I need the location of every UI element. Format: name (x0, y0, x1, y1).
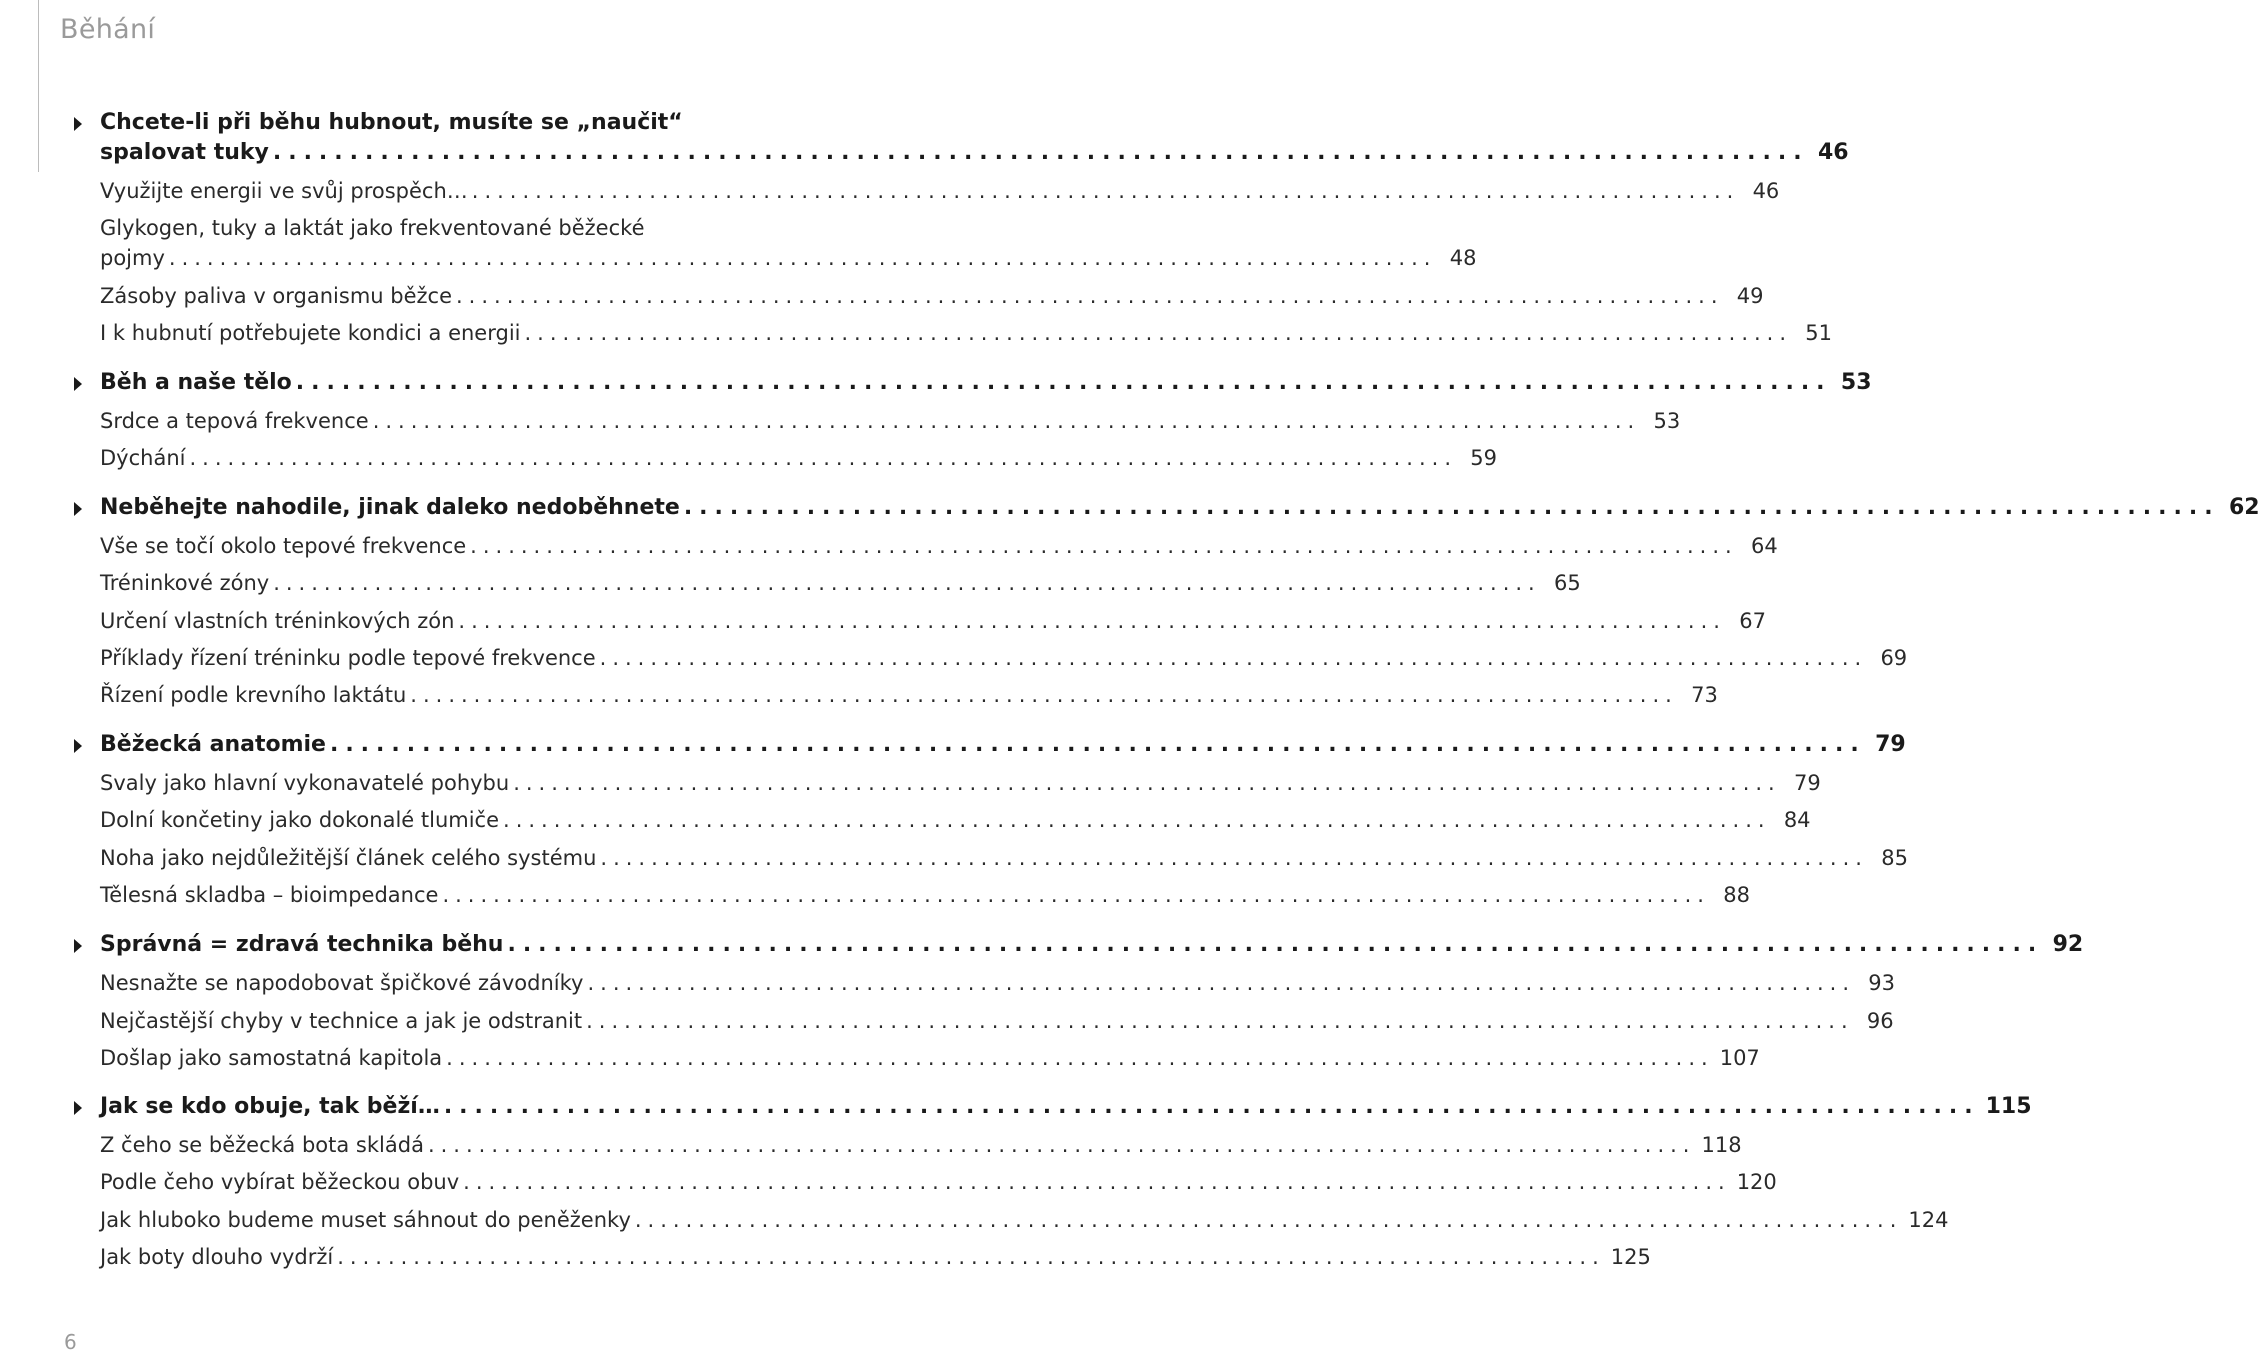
dot-leader: .................................................................................................... (189, 446, 1457, 470)
dot-leader: .................................................................................................... (587, 971, 1856, 995)
toc-entry-title: Došlap jako samostatná kapitola (100, 1046, 443, 1070)
toc-section-row[interactable] (100, 730, 1906, 760)
toc-section-row[interactable] (100, 1092, 2032, 1122)
toc-entry-title: Srdce a tepová frekvence (100, 409, 369, 433)
dot-leader: .................................................................................................... (273, 571, 1541, 595)
toc-entry-title: I k hubnutí potřebujete kondici a energii (100, 321, 521, 345)
margin-rule (38, 0, 39, 172)
toc-section-title: Běžecká anatomie (100, 732, 326, 757)
toc-page-number: 64 (1750, 534, 1778, 558)
dot-leader: .................................................................................................... (634, 1208, 1903, 1232)
toc-entry-title: Svaly jako hlavní vykonavatelé pohybu (100, 771, 510, 795)
toc-page-number: 69 (1880, 646, 1908, 670)
dot-leader: .................................................................................................... (372, 409, 1641, 433)
dot-leader: .................................................................................................... (683, 495, 2220, 520)
toc-page-number: 84 (1783, 808, 1811, 832)
toc-entry-row[interactable] (100, 1130, 1742, 1160)
toc-entry-title: Nesnažte se napodobovat špičkové závodníky (100, 971, 584, 995)
toc-page-number: 85 (1881, 846, 1908, 870)
toc-entry-row[interactable] (100, 768, 1821, 798)
dot-leader: .................................................................................................... (513, 771, 1781, 795)
toc-entry-title: Jak boty dlouho vydrží (100, 1245, 334, 1269)
toc-page-number: 46 (1817, 140, 1849, 165)
toc-entry-row[interactable] (100, 1205, 1949, 1235)
toc-section-row[interactable] (100, 930, 2084, 960)
toc-entry-row[interactable] (100, 643, 1908, 673)
toc-section-row[interactable] (100, 368, 1872, 398)
toc-entry-title: Určení vlastních tréninkových zón (100, 609, 455, 633)
toc-section-title: Neběhejte nahodile, jinak daleko nedoběhnete (100, 495, 680, 520)
dot-leader: .................................................................................................... (470, 534, 1738, 558)
toc-entry-row[interactable] (100, 568, 1581, 598)
toc-page-number: 92 (2052, 932, 2084, 957)
toc-section-title: Běh a naše tělo (100, 370, 292, 395)
dot-leader: .................................................................................................... (272, 140, 1809, 165)
toc-entry-row[interactable] (100, 1242, 1651, 1272)
dot-leader: .................................................................................................... (329, 732, 1866, 757)
toc-section-row[interactable] (100, 138, 1849, 168)
section-bullet-icon (74, 1101, 82, 1115)
toc-entry-row[interactable] (100, 606, 1766, 636)
toc-entry-row[interactable] (100, 805, 1811, 835)
section-bullet-icon (74, 117, 82, 131)
toc-page-number: 124 (1908, 1208, 1949, 1232)
toc-page-number: 96 (1866, 1009, 1894, 1033)
toc-entry-row[interactable] (100, 406, 1681, 436)
toc-section-title: Správná = zdravá technika běhu (100, 932, 504, 957)
toc-page-number: 107 (1719, 1046, 1760, 1070)
toc-page-number: 115 (1985, 1094, 2032, 1119)
dot-leader: .................................................................................................... (456, 284, 1724, 308)
dot-leader: .................................................................................................... (446, 1046, 1714, 1070)
dot-leader: .................................................................................................... (427, 1133, 1696, 1157)
toc-entry-title: Z čeho se běžecká bota skládá (100, 1133, 424, 1157)
toc-page-number: 53 (1653, 409, 1681, 433)
dot-leader: .................................................................................................... (168, 246, 1437, 270)
toc-page-number: 49 (1736, 284, 1764, 308)
toc-page-number: 59 (1470, 446, 1497, 470)
toc-page-number: 125 (1610, 1245, 1651, 1269)
dot-leader: .................................................................................................... (503, 808, 1771, 832)
toc-entry-row[interactable] (100, 1006, 1894, 1036)
dot-leader: .................................................................................................... (463, 1170, 1731, 1194)
toc-page-number: 120 (1736, 1170, 1777, 1194)
dot-leader: .................................................................................................... (471, 179, 1740, 203)
toc-page-number: 67 (1739, 609, 1766, 633)
toc-entry-title: Zásoby paliva v organismu běžce (100, 284, 452, 308)
toc-page-number: 79 (1794, 771, 1821, 795)
toc-entry-row[interactable] (100, 176, 1780, 206)
section-bullet-icon (74, 502, 82, 516)
toc-page-number: 53 (1840, 370, 1872, 395)
toc-entry-title: pojmy (100, 246, 165, 270)
page-number: 6 (64, 1330, 77, 1354)
toc-entry-row[interactable] (100, 968, 1896, 998)
toc-entry-title: Jak hluboko budeme muset sáhnout do peněženky (100, 1208, 631, 1232)
dot-leader: .................................................................................................... (524, 321, 1793, 345)
running-header-title: Běhání (60, 14, 156, 45)
toc-entry-title: Dolní končetiny jako dokonalé tlumiče (100, 808, 500, 832)
toc-section-row[interactable] (100, 493, 2260, 523)
dot-leader: .................................................................................................... (458, 609, 1726, 633)
toc-page-number: 73 (1691, 683, 1718, 707)
toc-entry-row[interactable] (100, 880, 1750, 910)
toc-page-number: 93 (1868, 971, 1896, 995)
toc-entry-row[interactable] (100, 1043, 1760, 1073)
dot-leader: .................................................................................................... (600, 846, 1868, 870)
toc-entry-title: Dýchání (100, 446, 186, 470)
dot-leader: .................................................................................................... (507, 932, 2044, 957)
toc-entry-row[interactable] (100, 443, 1497, 473)
toc-page-number: 48 (1449, 246, 1477, 270)
toc-section-title: Chcete-li při běhu hubnout, musíte se „naučit“ (100, 110, 683, 135)
section-bullet-icon (74, 739, 82, 753)
toc-entry-title: Vše se točí okolo tepové frekvence (100, 534, 467, 558)
toc-entry-row[interactable] (100, 281, 1764, 311)
toc-entry-row[interactable] (100, 843, 1908, 873)
toc-entry-title: Příklady řízení tréninku podle tepové frekvence (100, 646, 596, 670)
toc-entry-title: Noha jako nejdůležitější článek celého systému (100, 846, 597, 870)
toc-entry-row[interactable] (100, 531, 1778, 561)
toc-page-number: 65 (1553, 571, 1581, 595)
section-bullet-icon (74, 377, 82, 391)
toc-page-number: 88 (1723, 883, 1750, 907)
toc-entry-title: Podle čeho vybírat běžeckou obuv (100, 1170, 460, 1194)
dot-leader: .................................................................................................... (442, 883, 1710, 907)
toc-page-number: 62 (2228, 495, 2260, 520)
dot-leader: .................................................................................................... (586, 1009, 1854, 1033)
toc-entry-title: Řízení podle krevního laktátu (100, 683, 407, 707)
dot-leader: .................................................................................................... (599, 646, 1868, 670)
toc-entry-row[interactable] (100, 680, 1718, 710)
toc-page-number: 51 (1805, 321, 1833, 345)
toc-entry-title: Tréninkové zóny (100, 571, 270, 595)
dot-leader: .................................................................................................... (443, 1094, 1980, 1119)
toc-entry-title: Nejčastější chyby v technice a jak je odstranit (100, 1009, 583, 1033)
section-bullet-icon (74, 939, 82, 953)
toc-page-number: 79 (1875, 732, 1906, 757)
toc-entry-row[interactable] (100, 318, 1833, 348)
toc-section-title: Jak se kdo obuje, tak běží… (100, 1094, 440, 1119)
toc-entry-row[interactable] (100, 1167, 1777, 1197)
toc-entry-title: Tělesná skladba – bioimpedance (100, 883, 439, 907)
dot-leader: .................................................................................................... (337, 1245, 1605, 1269)
toc-entry-title: Glykogen, tuky a laktát jako frekventované běžecké (100, 216, 645, 240)
toc-entry-title: Využijte energii ve svůj prospěch… (100, 179, 468, 203)
toc-page-number: 46 (1752, 179, 1780, 203)
dot-leader: .................................................................................................... (295, 370, 1832, 395)
toc-page-number: 118 (1701, 1133, 1742, 1157)
toc-entry-row[interactable] (100, 243, 1477, 273)
dot-leader: .................................................................................................... (410, 683, 1678, 707)
toc-section-title: spalovat tuky (100, 140, 269, 165)
